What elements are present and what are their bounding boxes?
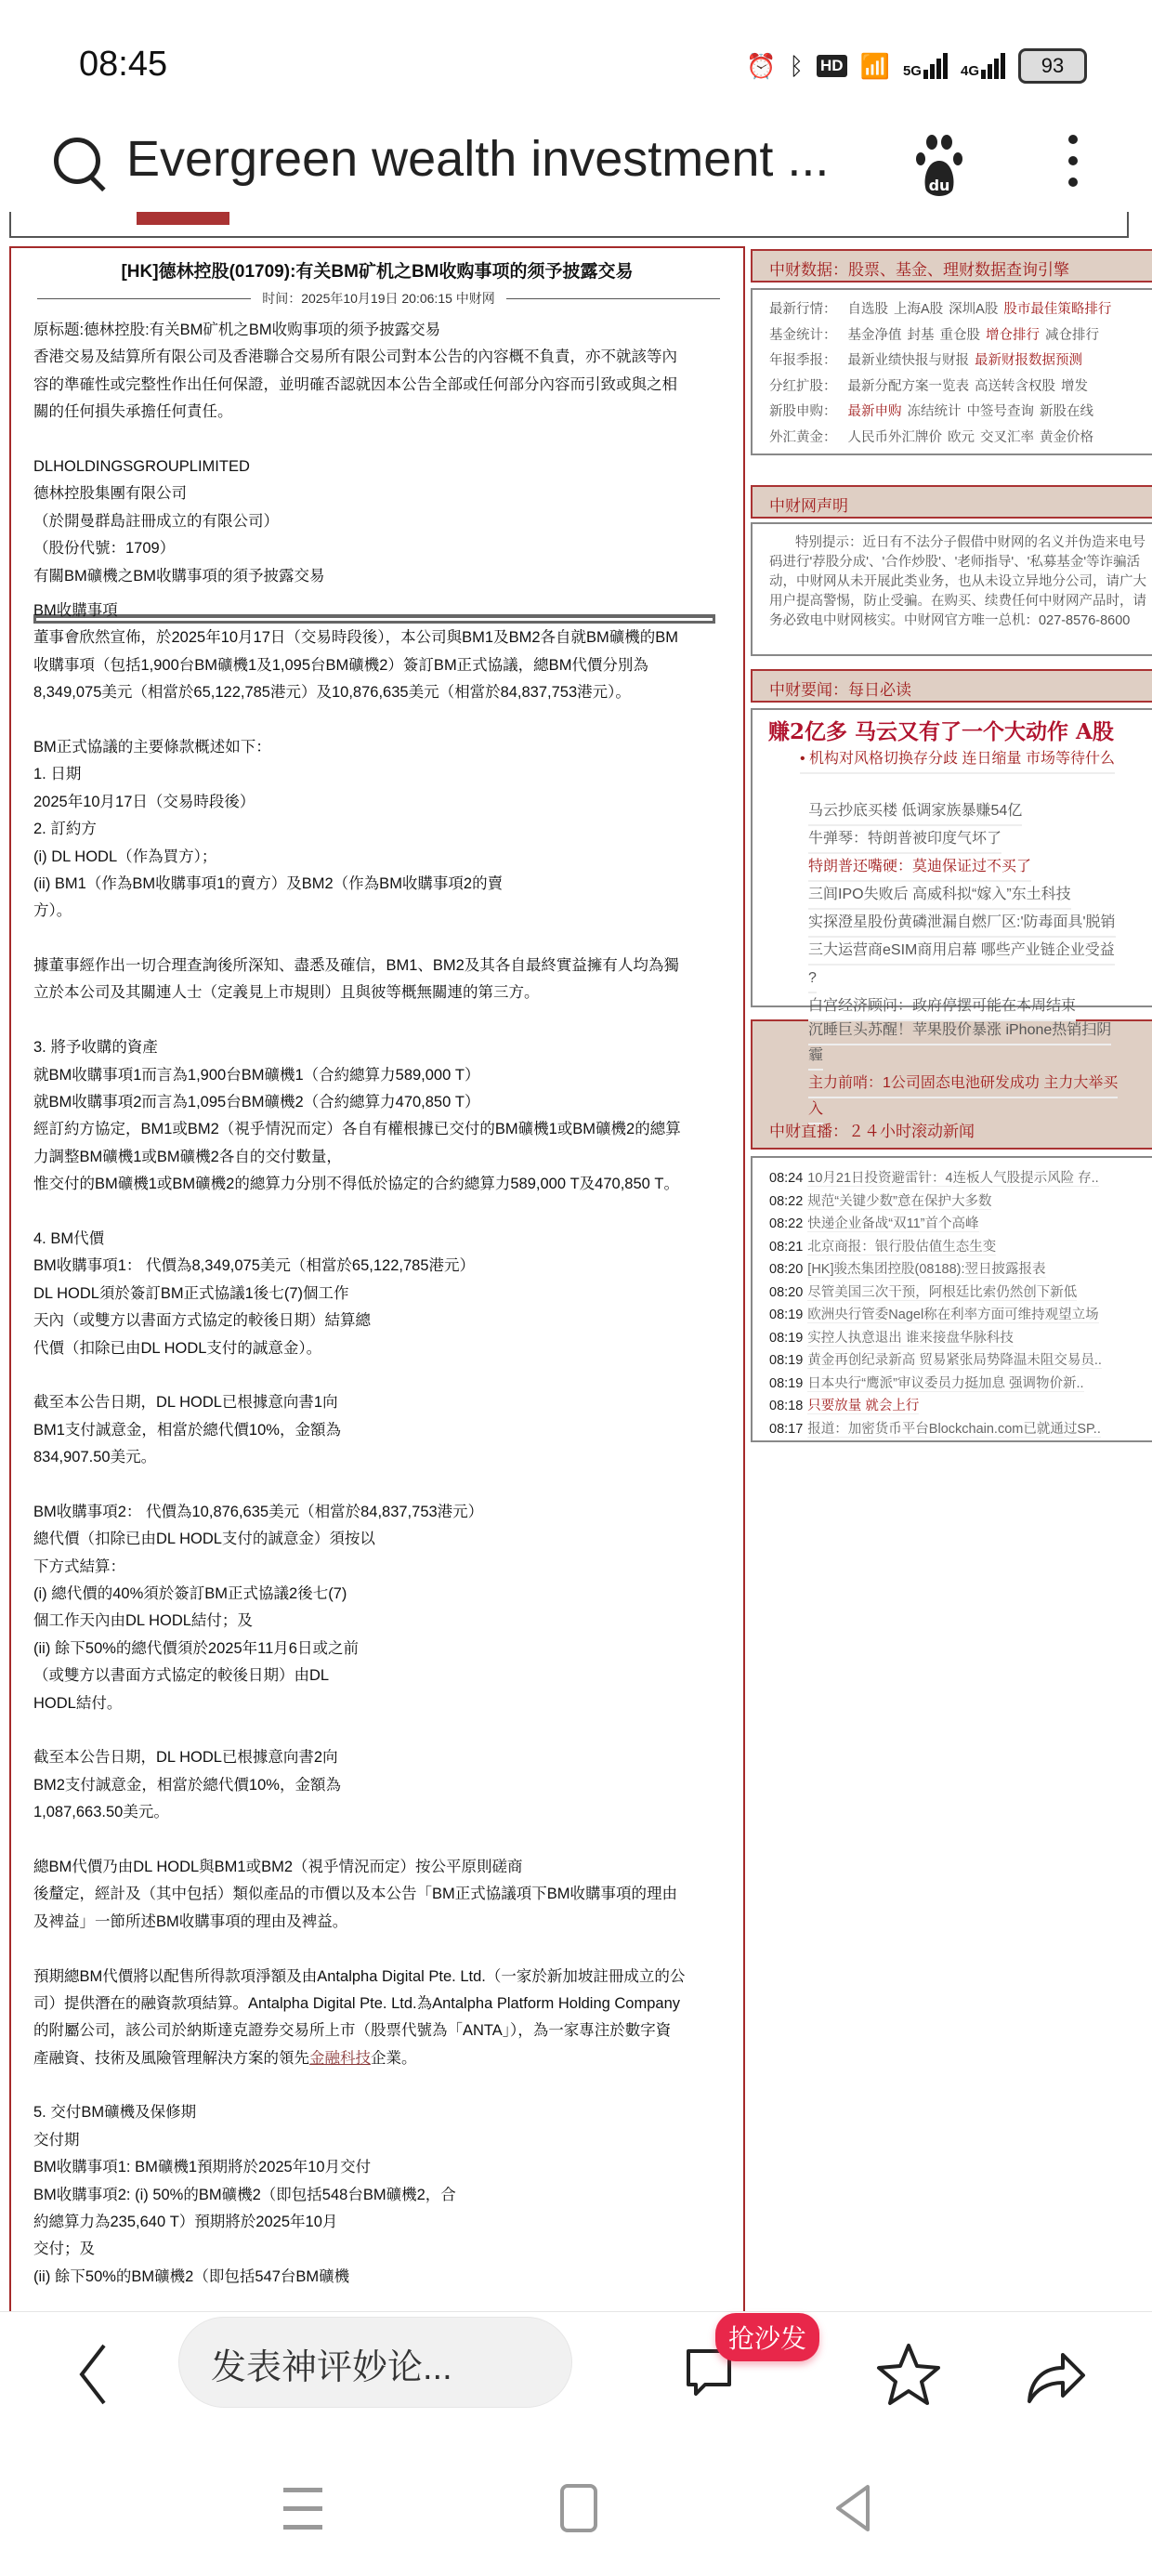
- article-line: 容的準確性或完整性作出任何保證，並明確否認就因本公告全部或任何部分內容而引致或與之相: [33, 375, 677, 393]
- data-link[interactable]: 股市最佳策略排行: [1003, 302, 1112, 317]
- article-line: [33, 2045, 730, 2072]
- sofa-badge[interactable]: 抢沙发: [715, 2313, 819, 2361]
- wifi-icon: 📶: [859, 51, 890, 80]
- live-news-time: 08:19: [769, 1330, 804, 1346]
- bottom-toolbar: [0, 2311, 1152, 2432]
- star-icon[interactable]: [873, 2340, 944, 2411]
- live-news-headline[interactable]: 欧洲央行管委Nagel称在利率方面可维持观望立场: [807, 1308, 1099, 1322]
- status-bar: [0, 0, 1152, 121]
- bluetooth-icon: ᛒ: [789, 51, 805, 80]
- back-arrow-icon[interactable]: [74, 2342, 111, 2407]
- live-news-row[interactable]: [769, 1418, 1152, 1441]
- news-item[interactable]: 马云抄底买楼 低调家族暴赚54亿: [808, 798, 1022, 826]
- article-line: [33, 1717, 730, 1744]
- live-news-headline[interactable]: 日本央行“鹰派”审议委员力挺加息 强调物价新..: [807, 1375, 1084, 1391]
- live-news-row[interactable]: [769, 1304, 1152, 1327]
- hd-voice-icon: HD: [817, 55, 847, 77]
- article-line: [33, 427, 730, 453]
- article-line: DL HODL須於簽訂BM正式協議1後七(7)個工作: [33, 1284, 349, 1302]
- svg-text:du: du: [928, 177, 950, 194]
- article-line: (i) DL HODL（作為買方）；: [33, 848, 217, 865]
- news-item[interactable]: ?: [808, 966, 817, 993]
- article-line: 原标题:德林控股:有关BM矿机之BM收购事项的须予披露交易: [33, 322, 441, 338]
- share-icon[interactable]: [1020, 2340, 1091, 2411]
- data-link[interactable]: 增发: [1061, 378, 1088, 394]
- news-lead[interactable]: • 机构对风格切换存分歧 连日缩量 市场等待什么: [800, 746, 1115, 774]
- alarm-icon: ⏰: [746, 51, 777, 80]
- status-icons: [746, 48, 1087, 84]
- notice-text: 特别提示：近日有不法分子假借中财网的名义并伪造来电号码进行'荐股分成'、'合作炒股'、'老师指导'、'私募基金'等诈骗活动，中财网从未开展此类业务，也从未设立异地分公司，请广大用户提高警惕，防止受骗。在购买、续费任何中财网产品时，请务必致电中财网核实。中财网官方唯一总机：027-8576-8600: [769, 535, 1146, 628]
- data-link[interactable]: 增仓排行: [986, 327, 1040, 343]
- article-line: 834,907.50美元。: [33, 1449, 157, 1466]
- article-line: 香港交易及結算所有限公司及香港聯合交易所有限公司對本公告的內容概不負責，亦不就該等內: [33, 348, 677, 366]
- section-title-news: 中财要闻：每日必读: [751, 669, 1152, 703]
- article-line: BM收購事項: [33, 602, 118, 619]
- article-line: 8,349,075美元（相當於65,122,785港元）及10,876,635美元（相當於84,837,753港元）。: [33, 684, 631, 702]
- article-line: 2. 訂約方: [33, 821, 97, 838]
- data-row: [769, 375, 1152, 401]
- data-row-label: 新股申购：: [769, 404, 837, 419]
- live-news-headline[interactable]: 只要放量 就会上行: [807, 1399, 920, 1413]
- live-news-row[interactable]: [769, 1281, 1152, 1305]
- article-line: 4. BM代價: [33, 1229, 105, 1247]
- live-news-time: 08:20: [769, 1262, 804, 1277]
- data-link[interactable]: 冻结统计: [907, 404, 962, 419]
- data-row: [769, 297, 1152, 323]
- article-line: (ii) BM1（作為BM收購事項1的賣方）及BM2（作為BM收購事項2的賣: [33, 874, 504, 892]
- news-item[interactable]: 入: [808, 1097, 823, 1124]
- article-line: 的附屬公司，該公司於納斯達克證券交易所上市（股票代號為「ANTA」），為一家專注於數字資: [33, 2022, 672, 2040]
- comment-input[interactable]: 发表神评妙论...: [178, 2317, 572, 2408]
- article-line: 交付；及: [33, 2241, 95, 2258]
- section-title-notice: 中财网声明: [751, 485, 1152, 519]
- data-row-label: 年报季报：: [769, 353, 837, 368]
- data-link[interactable]: 重仓股: [939, 327, 980, 343]
- article-body: [33, 598, 730, 2291]
- article-title: [HK]德林控股(01709):有关BM矿机之BM收购事项的须予披露交易: [121, 262, 634, 282]
- article-line: 惟交付的BM礦機1或BM礦機2的總算力分別不得低於協定的合約總算力589,000 T及470,850 T。: [33, 1176, 679, 1193]
- article-line: BM正式協議的主要條款概述如下：: [33, 738, 271, 756]
- home-icon[interactable]: [559, 2483, 600, 2535]
- system-nav-bar: [0, 2444, 1152, 2537]
- article-line: 總代價（扣除已由DL HODL支付的誠意金）須按以: [33, 1531, 375, 1548]
- article-line: [33, 1472, 730, 1499]
- article-line: [33, 1007, 730, 1034]
- article-line: 預期總BM代價將以配售所得款項淨額及由Antalpha Digital Pte. Ltd.（一家於新加坡註冊成立的公: [33, 1967, 686, 1985]
- live-news-box: [751, 1156, 1152, 1442]
- news-item[interactable]: 主力前哨：1公司固态电池研发成功 主力大举买: [808, 1071, 1118, 1098]
- data-row: [769, 323, 1152, 349]
- article-line: 個工作天內由DL HODL結付；及: [33, 1612, 253, 1630]
- news-headline[interactable]: 赚2亿多 马云又有了一个大动作 A股: [768, 719, 1114, 744]
- data-row: [769, 348, 1152, 375]
- battery-icon: 93: [1018, 48, 1087, 84]
- live-news-time: 08:18: [769, 1399, 804, 1413]
- news-item[interactable]: 特朗普还嘴硬：莫迪保证过不买了: [808, 854, 1031, 882]
- notice-box: [751, 522, 1152, 656]
- live-news-time: 08:24: [769, 1171, 804, 1186]
- data-link[interactable]: 最新财报数据预测: [975, 353, 1082, 368]
- search-icon[interactable]: [54, 138, 100, 184]
- live-news-time: 08:19: [769, 1375, 804, 1391]
- article-line: 總BM代價乃由DL HODL與BM1或BM2（視乎情況而定）按公平原則磋商: [33, 1858, 523, 1875]
- live-news-headline[interactable]: 北京商报：银行股估值生态生变: [807, 1239, 997, 1255]
- data-row: [769, 400, 1152, 426]
- article-text: 企業。: [371, 2049, 417, 2067]
- live-news-headline[interactable]: 快递企业备战“双11”首个高峰: [807, 1216, 979, 1231]
- data-link[interactable]: 最新业绩快报与财报: [847, 353, 969, 368]
- fintech-link[interactable]: 金融科技: [309, 2049, 371, 2067]
- article-line: 1. 日期: [33, 766, 82, 783]
- article-line: 立於本公司及其關連人士（定義見上市規則）且與彼等概無關連的第三方。: [33, 984, 540, 1002]
- news-item[interactable]: 白宫经济顾问：政府停摆可能在本周结束: [808, 993, 1076, 1021]
- article-line: 代價（扣除已由DL HODL支付的誠意金）。: [33, 1339, 322, 1357]
- article-line: [33, 926, 730, 953]
- data-link[interactable]: 最新申购: [847, 404, 902, 419]
- live-news-time: 08:22: [769, 1193, 804, 1209]
- data-link[interactable]: 交叉汇率: [980, 429, 1034, 445]
- article-line: 3. 將予收購的資產: [33, 1039, 158, 1057]
- article-line: (ii) 餘下50%的BM礦機2（即包括547台BM礦機: [33, 2267, 350, 2285]
- news-item[interactable]: 三闾IPO失败后 高威科拟“嫁入”东土科技: [808, 882, 1071, 910]
- data-link[interactable]: 最新分配方案一览表: [847, 378, 969, 394]
- data-link[interactable]: 中签号查询: [966, 404, 1034, 419]
- live-news-headline[interactable]: 黄金再创纪录新高 贸易紧张局势降温未阻交易员..: [807, 1353, 1102, 1368]
- article-line: BM收購事項1： 代價為8,349,075美元（相當於65,122,785港元）: [33, 1257, 475, 1275]
- article-line: 收購事項（包括1,900台BM礦機1及1,095台BM礦機2）簽訂BM正式協議，總BM代價分別為: [33, 656, 648, 674]
- data-row-label: 分红扩股：: [769, 378, 837, 394]
- article-line: [33, 1936, 730, 1963]
- article-line: 董事會欣然宣佈，於2025年10月17日（交易時段後），本公司與BM1及BM2各自就BM礦機的BM: [33, 629, 679, 647]
- article-line: 就BM收購事項2而言為1,095台BM礦機2（合約總算力470,850 T）: [33, 1094, 480, 1111]
- article-line: BM收購事項2： 代價為10,876,635美元（相當於84,837,753港元）: [33, 1503, 484, 1520]
- search-query[interactable]: Evergreen wealth investment ...: [126, 131, 830, 187]
- live-news-row[interactable]: [769, 1373, 1152, 1396]
- data-row-label: 最新行情：: [769, 302, 837, 317]
- clock: 08:45: [79, 45, 168, 84]
- news-item[interactable]: 沉睡巨头苏醒！苹果股价暴涨 iPhone热销扫阴: [808, 1018, 1111, 1045]
- live-news-row[interactable]: [769, 1349, 1152, 1373]
- news-lead-link[interactable]: 机构对风格切换存分歧 连日缩量 市场等待什么: [809, 751, 1115, 767]
- data-row: [769, 426, 1152, 452]
- article-line: 據董事經作出一切合理查詢後所深知、盡悉及確信，BM1、BM2及其各自最終實益擁有人均為獨: [33, 957, 679, 975]
- live-news-time: 08:22: [769, 1216, 804, 1231]
- article-line: 力調整BM礦機1或BM礦機2各自的交付數量，: [33, 1148, 342, 1165]
- article-line: HODL結付。: [33, 1694, 123, 1712]
- article-line: （或雙方以書面方式協定的較後日期）由DL: [33, 1667, 330, 1685]
- recent-apps-icon[interactable]: [283, 2486, 324, 2532]
- article-line: [33, 1827, 730, 1854]
- data-link[interactable]: 高送转含权股: [975, 378, 1055, 394]
- article-line: 德林控股集團有限公司: [33, 485, 187, 503]
- live-news-time: 08:20: [769, 1284, 804, 1300]
- data-links-box: [751, 288, 1152, 455]
- article-line: 約總算力為235,640 T）預期將於2025年10月: [33, 2214, 338, 2231]
- live-news-headline[interactable]: 实控人执意退出 谁来接盘华脉科技: [807, 1330, 1014, 1346]
- article-timestamp: 时间：2025年10月19日 20:06:15 中财网: [262, 291, 495, 306]
- live-news-time: 08:19: [769, 1353, 804, 1368]
- article-line: (ii) 餘下50%的總代價須於2025年11月6日或之前: [33, 1639, 359, 1657]
- article-line: （於開曼群島註冊成立的有限公司）: [33, 512, 279, 530]
- section-title-live: 中财直播：２４小时滚动新闻: [751, 1019, 1152, 1150]
- live-news-row[interactable]: [769, 1327, 1152, 1350]
- article-line: [33, 2072, 730, 2099]
- data-link[interactable]: 黄金价格: [1040, 429, 1093, 445]
- data-row-label: 基金统计：: [769, 327, 837, 343]
- article-header-text: [33, 317, 730, 590]
- data-link[interactable]: 减仓排行: [1045, 327, 1099, 343]
- article-line: 經訂約方協定，BM1或BM2（視乎情況而定）各自有權根據已交付的BM礦機1或BM礦機2的總算: [33, 1121, 681, 1138]
- article-line: 截至本公告日期，DL HODL已根據意向書1向: [33, 1394, 338, 1412]
- article-line: BM2支付誠意金，相當於總代價10%，金額為: [33, 1776, 341, 1794]
- article-line: 截至本公告日期，DL HODL已根據意向書2向: [33, 1749, 338, 1767]
- data-link[interactable]: 新股在线: [1040, 404, 1093, 419]
- signal-4g-icon: 4G: [961, 53, 1005, 79]
- data-link[interactable]: 欧元: [948, 429, 975, 445]
- article-line: 司）提供潛在的融資款項結算。Antalpha Digital Pte. Ltd.為Antalpha Platform Holding Company: [33, 1994, 681, 2012]
- page-header-strip: [9, 212, 1129, 238]
- article-line: [33, 1199, 730, 1226]
- article-line: 2025年10月17日（交易時段後）: [33, 793, 255, 810]
- live-news-row[interactable]: [769, 1236, 1152, 1259]
- article-line: 後釐定，經計及（其中包括）類似產品的市價以及本公告「BM正式協議項下BM收購事項的理由: [33, 1886, 677, 1903]
- back-nav-icon[interactable]: [832, 2483, 873, 2535]
- live-news-time: 08:21: [769, 1239, 804, 1255]
- data-link[interactable]: 深圳A股: [949, 302, 999, 317]
- news-item[interactable]: 霾: [808, 1043, 823, 1071]
- live-news-row[interactable]: [769, 1258, 1152, 1281]
- article-line: BM收購事項2: (i) 50%的BM礦機2（即包括548台BM礦機2，合: [33, 2186, 456, 2203]
- live-news-headline[interactable]: 规范“关键少数”意在保护大多数: [807, 1193, 992, 1209]
- article-line: （股份代號：1709）: [33, 540, 176, 558]
- live-news-row[interactable]: [769, 1395, 1152, 1418]
- live-news-row[interactable]: [769, 1213, 1152, 1236]
- article-line: 及裨益」一節所述BM收購事項的理由及裨益。: [33, 1912, 348, 1930]
- article-line: 交付期: [33, 2131, 80, 2149]
- article-line: 就BM收購事項1而言為1,900台BM礦機1（合約總算力589,000 T）: [33, 1066, 480, 1084]
- signal-5g-icon: 5G: [903, 53, 948, 79]
- news-item[interactable]: 实探澄星股份黄磷泄漏自燃厂区:'防毒面具'脱销: [808, 910, 1116, 938]
- article-line: [33, 707, 730, 734]
- sidebar: [748, 246, 1152, 1454]
- live-news-headline[interactable]: 10月21日投资避雷针：4连板人气股提示风险 存..: [807, 1171, 1099, 1186]
- live-news-headline[interactable]: [HK]骏杰集团控股(08188):翌日披露报表: [807, 1262, 1046, 1277]
- live-news-headline[interactable]: 尽管美国三次干预，阿根廷比索仍然创下新低: [807, 1284, 1078, 1300]
- data-link[interactable]: 封基: [907, 327, 935, 343]
- article-line: 1,087,663.50美元。: [33, 1804, 169, 1821]
- more-menu-icon[interactable]: [1068, 135, 1080, 199]
- article-line: 方）。: [33, 902, 72, 920]
- article-text: 產融資、技術及風險管理解決方案的領先: [33, 2049, 309, 2067]
- data-link[interactable]: 基金净值: [847, 327, 902, 343]
- article-panel: [9, 246, 745, 2323]
- article-line: DLHOLDINGSGROUPLIMITED: [33, 457, 250, 475]
- live-news-headline[interactable]: 报道：加密货币平台Blockchain.com已就通过SP..: [807, 1421, 1101, 1437]
- live-news-time: 08:17: [769, 1421, 804, 1437]
- data-link[interactable]: 自选股: [847, 302, 888, 317]
- data-row-label: 外汇黄金：: [769, 429, 837, 445]
- article-line: [33, 1362, 730, 1389]
- live-news-time: 08:19: [769, 1308, 804, 1322]
- baidu-paw-icon[interactable]: [915, 133, 963, 198]
- article-line: (i) 總代價的40%須於簽訂BM正式協議2後七(7): [33, 1585, 347, 1603]
- article-line: 關的任何損失承擔任何責任。: [33, 403, 233, 421]
- live-news-row[interactable]: [769, 1167, 1152, 1190]
- article-meta: [37, 289, 720, 308]
- article-line: 下方式結算：: [33, 1557, 125, 1575]
- article-line: BM收購事項1: BM礦機1預期將於2025年10月交付: [33, 2159, 372, 2176]
- live-news-row[interactable]: [769, 1190, 1152, 1214]
- article-line: 天內（或雙方以書面方式協定的較後日期）結算總: [33, 1312, 371, 1330]
- news-item[interactable]: 三大运营商eSIM商用启幕 哪些产业链企业受益: [808, 938, 1115, 966]
- section-title-data: 中财数据：股票、基金、理财数据查询引擎: [751, 249, 1152, 283]
- article-line: BM1支付誠意金，相當於總代價10%，金額為: [33, 1421, 341, 1439]
- data-link[interactable]: 人民币外汇牌价: [847, 429, 942, 445]
- article-line: 5. 交付BM礦機及保修期: [33, 2104, 197, 2122]
- data-link[interactable]: 上海A股: [894, 302, 944, 317]
- article-line: 有關BM礦機之BM收購事項的須予披露交易: [33, 567, 325, 585]
- news-item[interactable]: 牛弹琴：特朗普被印度气坏了: [808, 826, 1001, 854]
